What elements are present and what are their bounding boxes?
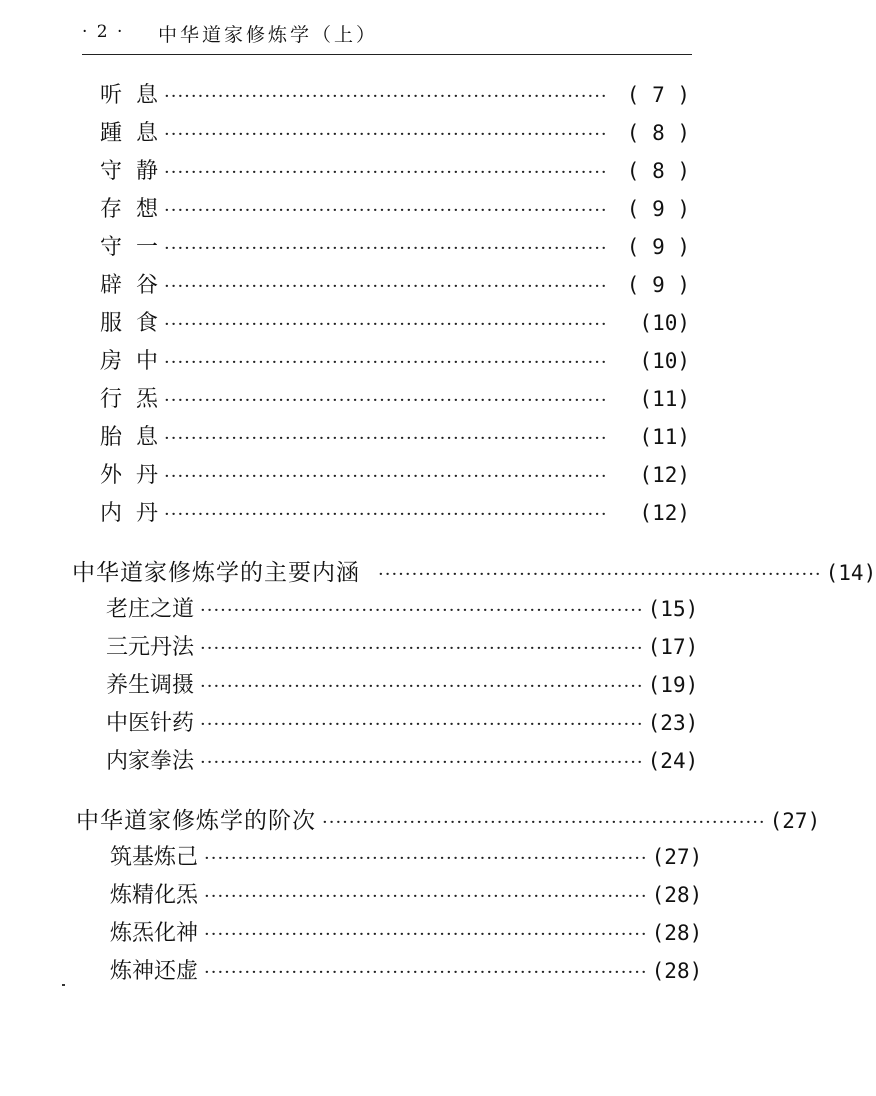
scan-speck [62,984,65,986]
toc-entry[interactable] [100,344,690,380]
toc-entry[interactable] [106,592,699,628]
toc-entry-label: 房 中 [100,349,158,374]
dot-leader: ·································································· [164,200,608,221]
toc-entry-page: (27) [651,845,703,869]
dot-leader: ·································································· [164,352,608,373]
dot-leader: ·································································· [204,886,648,907]
toc-entry-label: 听 息 [100,83,158,108]
toc-entry[interactable] [100,382,690,418]
dot-leader: ·································································· [164,238,608,259]
toc-entry-label: 老庄之道 [106,597,195,622]
toc-entry-page: ( 9 ) [626,235,690,259]
dot-leader: ·································································· [164,314,608,335]
toc-entry-label: 外 丹 [100,463,158,488]
toc-entry-label: 三元丹法 [106,635,195,660]
dot-leader: ·································································· [204,962,648,983]
toc-entry[interactable] [106,706,699,742]
toc-entry[interactable] [100,306,690,342]
dot-leader: ·································································· [164,466,608,487]
toc-entry-label: 养生调摄 [106,673,195,698]
toc-entry-label: 炼神还虚 [110,959,199,984]
toc-entry-page: ( 8 ) [626,159,690,183]
book-title: 中华道家修炼学（上） [158,24,379,46]
toc-entry[interactable] [100,78,690,114]
toc-entry-label: 守 静 [100,159,158,184]
toc-entry-label: 内家拳法 [106,749,195,774]
toc-entry-label: 炼炁化神 [110,921,199,946]
toc-entry-label: 存 想 [100,197,158,222]
toc-entry[interactable] [100,496,690,532]
toc-entry-page: (11) [639,425,690,449]
dot-leader: ·································································· [164,162,608,183]
toc-entry-label: 内 丹 [100,501,158,526]
toc-entry[interactable] [106,630,699,666]
toc-entry[interactable] [100,458,690,494]
toc-entry-label: 中医针药 [106,711,195,736]
toc-entry[interactable] [100,154,690,190]
toc-entry[interactable] [100,116,690,152]
dot-leader: ·································································· [164,390,608,411]
dot-leader: ·································································· [200,752,644,773]
toc-entry[interactable] [100,268,690,304]
toc-entry[interactable] [110,954,703,990]
toc-section-heading[interactable] [72,554,876,590]
toc-entry-label: 行 炁 [100,387,158,412]
toc-entry[interactable] [100,230,690,266]
dot-leader: ·································································· [164,504,608,525]
dot-leader: ·································································· [164,124,608,145]
toc-entry-page: (24) [647,749,699,773]
toc-entry-page: (28) [651,959,703,983]
toc-entry-page: (12) [639,501,690,525]
toc-entry[interactable] [100,420,690,456]
toc-entry-label: 胎 息 [100,425,158,450]
toc-entry-label: 守 一 [100,235,158,260]
toc-entry[interactable] [106,668,699,704]
section-title: 中华道家修炼学的阶次 [76,808,316,834]
dot-leader: ·································································· [378,564,822,585]
section-page: (14) [825,561,876,585]
toc-entry-page: (28) [651,883,703,907]
toc-entry[interactable] [110,840,703,876]
toc-entry[interactable] [110,916,703,952]
dot-leader: ·································································· [200,714,644,735]
toc-entry-label: 辟 谷 [100,273,158,298]
running-header [82,20,692,55]
toc-entry-page: (17) [647,635,699,659]
dot-leader: ·································································· [164,428,608,449]
dot-leader: ·································································· [200,676,644,697]
toc-entry-page: (28) [651,921,703,945]
section-title: 中华道家修炼学的主要内涵 [72,560,360,586]
toc-entry-page: ( 8 ) [626,121,690,145]
toc-entry-page: (12) [639,463,690,487]
dot-leader: ·································································· [200,638,644,659]
toc-entry-page: (11) [639,387,690,411]
toc-entry-page: ( 9 ) [626,197,690,221]
toc-entry[interactable] [110,878,703,914]
dot-leader: ·································································· [200,600,644,621]
dot-leader: ·································································· [204,848,648,869]
toc-entry-label: 踵 息 [100,121,158,146]
toc-entry-page: (19) [647,673,699,697]
toc-entry-page: (10) [639,311,690,335]
section-page: (27) [769,809,821,833]
toc-section-heading[interactable] [76,802,821,838]
toc-entry-page: ( 9 ) [626,273,690,297]
toc-entry-label: 筑基炼己 [110,845,199,870]
dot-leader: ·································································· [164,276,608,297]
toc-entry-label: 炼精化炁 [110,883,199,908]
toc-entry-page: ( 7 ) [626,83,690,107]
toc-entry-page: (10) [639,349,690,373]
toc-entry[interactable] [106,744,699,780]
toc-entry-page: (15) [647,597,699,621]
dot-leader: ·································································· [164,86,608,107]
dot-leader: ·································································· [322,812,766,833]
dot-leader: ·································································· [204,924,648,945]
toc-entry-page: (23) [647,711,699,735]
toc-entry-label: 服 食 [100,311,158,336]
page-number: · 2 · [82,22,125,42]
toc-entry[interactable] [100,192,690,228]
